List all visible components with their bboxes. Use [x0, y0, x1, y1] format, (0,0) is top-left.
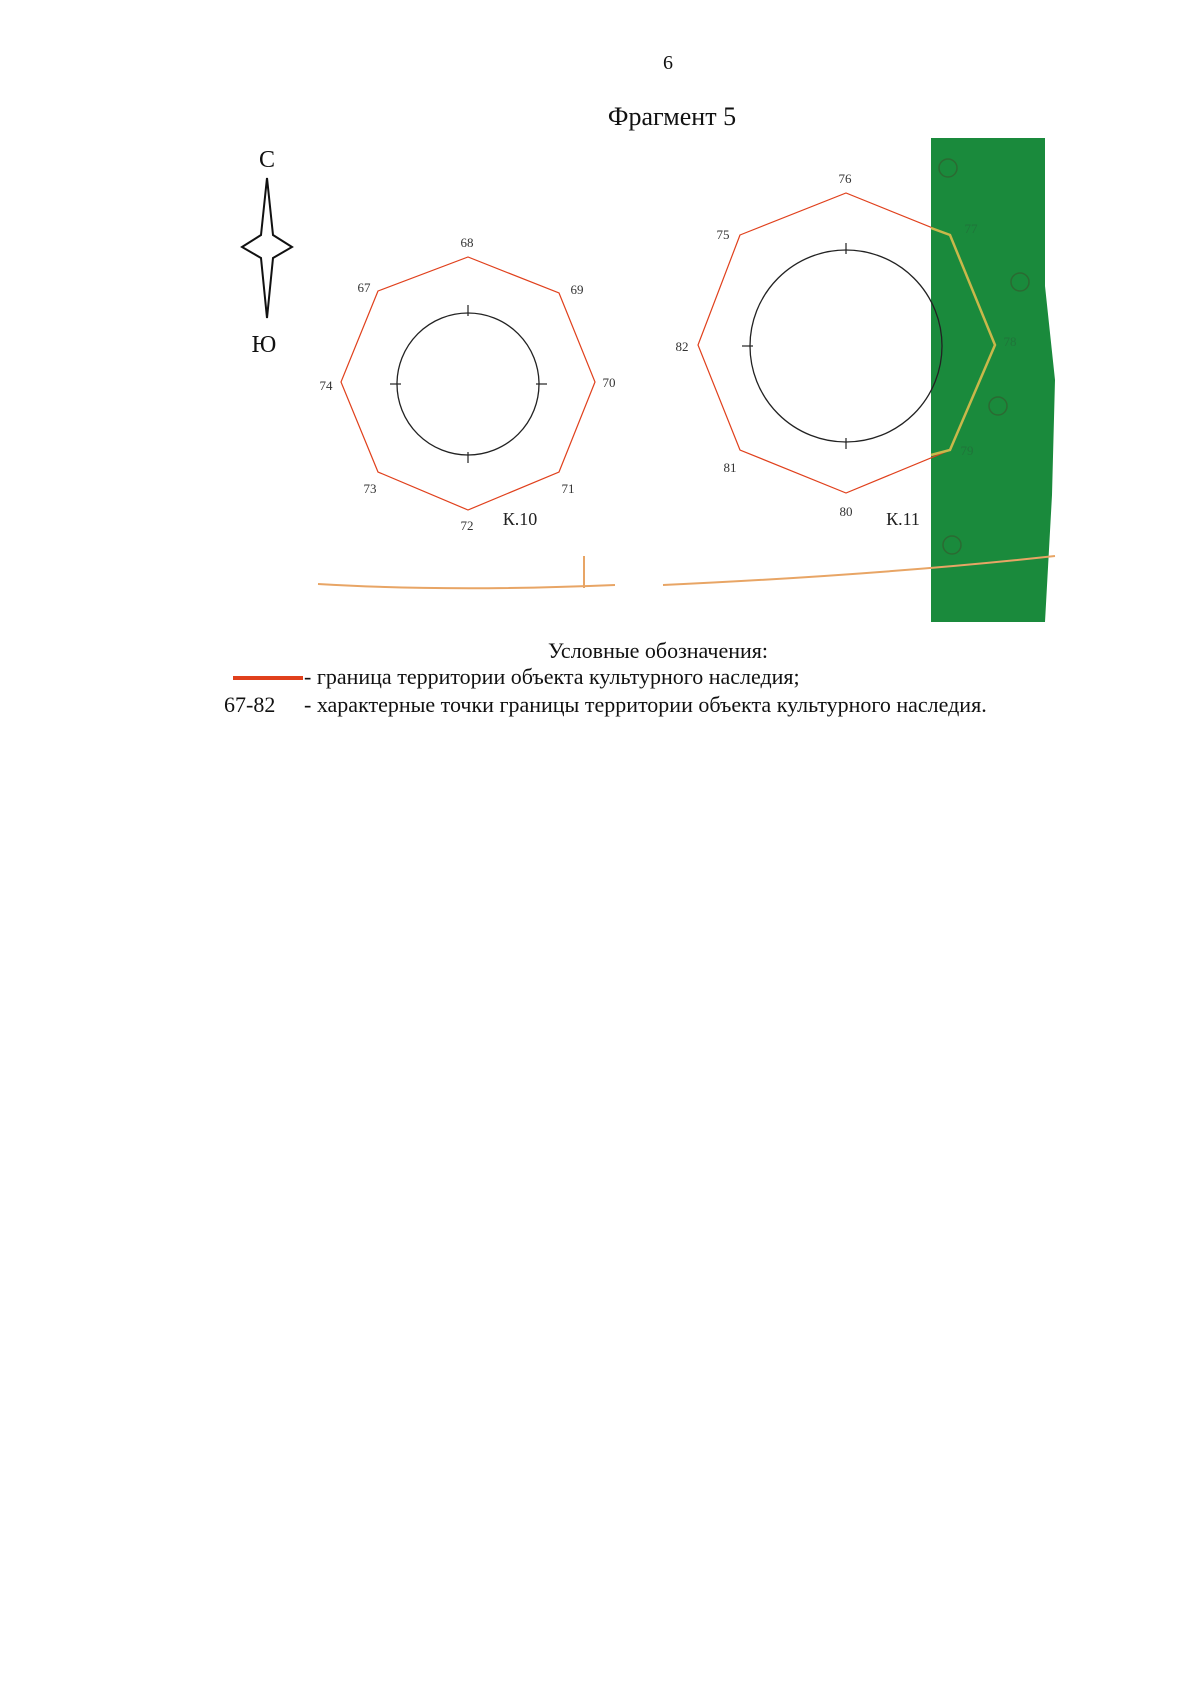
boundary-line-swatch: [233, 676, 303, 680]
legend-text-points: - характерные точки границы территории объекта культурного наследия.: [304, 692, 987, 717]
road-line-left: [318, 584, 615, 588]
point-label: 70: [602, 375, 616, 390]
point-label: 72: [460, 518, 474, 533]
compass-south-label: Ю: [251, 332, 277, 358]
monument-k10: [320, 235, 616, 533]
boundary-k10: [341, 257, 595, 510]
point-label: 81: [723, 460, 737, 475]
legend-code-points: 67-82: [224, 692, 276, 717]
point-label: 73: [363, 481, 377, 496]
legend-text-boundary: - граница территории объекта культурного наследия;: [304, 664, 800, 689]
point-label: 76: [838, 171, 852, 186]
monument-label: К.11: [886, 509, 920, 529]
point-label: 75: [716, 227, 730, 242]
point-label: 69: [570, 282, 584, 297]
point-label: 78: [1003, 334, 1017, 349]
legend-title: Условные обозначения:: [548, 638, 769, 663]
fragment-title: Фрагмент 5: [607, 102, 737, 131]
point-label: 67: [357, 280, 371, 295]
map-fragment: [0, 0, 1200, 640]
point-label: 68: [460, 235, 474, 250]
point-label: 77: [964, 221, 978, 236]
point-label: 74: [319, 378, 333, 393]
monument-label: К.10: [502, 509, 538, 529]
compass-north-label: С: [258, 147, 276, 173]
point-label: 80: [839, 504, 853, 519]
compass-rose: [242, 147, 292, 358]
monument-circle-k10: [397, 313, 539, 455]
monument-circle-k11: [750, 250, 942, 442]
compass-star-icon: [242, 178, 292, 318]
point-label: 82: [675, 339, 689, 354]
point-label: 71: [561, 481, 575, 496]
point-label: 79: [960, 443, 974, 458]
page-number: 6: [663, 52, 673, 74]
green-zone: [931, 138, 1055, 622]
